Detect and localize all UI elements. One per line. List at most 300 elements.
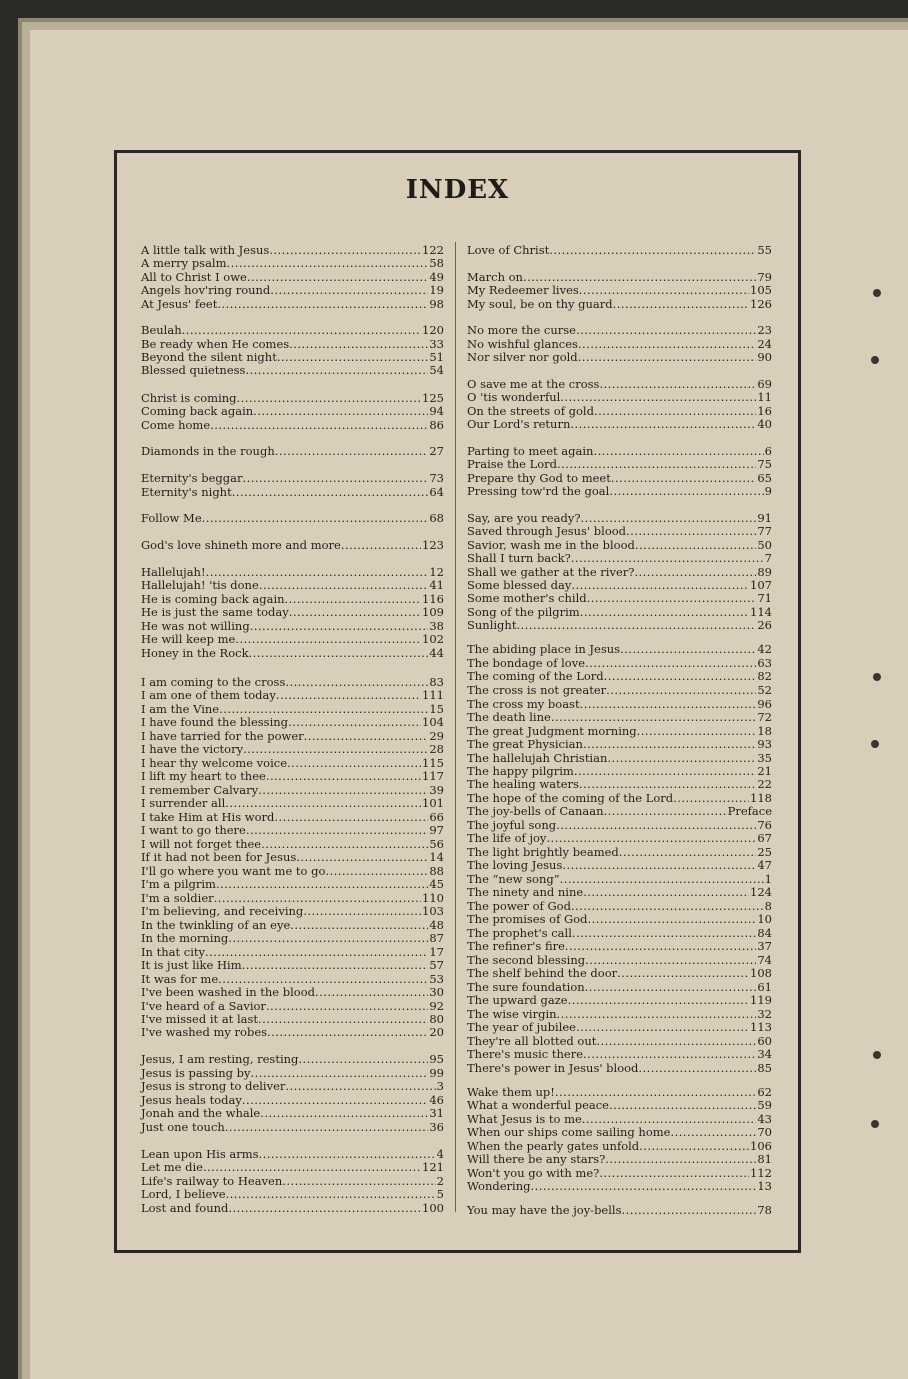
dot-leader — [277, 350, 429, 364]
dot-leader — [604, 804, 727, 818]
page-number: 90 — [757, 350, 772, 364]
hymn-title: I surrender all — [141, 796, 226, 810]
hymn-title: In the twinkling of an eye — [141, 918, 291, 932]
dot-leader — [203, 1160, 421, 1174]
dot-leader — [562, 858, 756, 872]
page-number: 120 — [422, 323, 444, 337]
page-number: 52 — [757, 683, 772, 697]
hymn-title: The great Physician — [467, 737, 583, 751]
dot-leader — [609, 484, 763, 498]
dot-leader — [599, 377, 756, 391]
page-number: 49 — [429, 270, 444, 284]
index-entry — [141, 243, 444, 257]
page-number: 53 — [429, 972, 444, 986]
page-number: 2 — [436, 1174, 444, 1188]
dot-leader — [232, 485, 429, 499]
page-number: 106 — [750, 1139, 772, 1153]
page-number: 4 — [436, 1147, 444, 1161]
page-number: 70 — [757, 1125, 772, 1139]
page-number: 80 — [429, 1012, 444, 1026]
index-entry — [467, 764, 772, 778]
dot-leader — [585, 980, 757, 994]
index-entry — [467, 471, 772, 485]
page-number: 88 — [429, 864, 444, 878]
hymn-title: The upward gaze — [467, 993, 568, 1007]
hymn-title: March on — [467, 270, 523, 284]
index-entry — [467, 697, 772, 711]
hymn-title: The healing waters — [467, 777, 579, 791]
hymn-title: Jonah and the whale — [141, 1106, 261, 1120]
dot-leader — [282, 1174, 435, 1188]
page-number: 33 — [429, 337, 444, 351]
page-number: 76 — [757, 818, 772, 832]
page-number: 77 — [757, 524, 772, 538]
page-number: 86 — [429, 418, 444, 432]
page-number: 100 — [422, 1201, 444, 1215]
page-number: 78 — [757, 1203, 772, 1217]
dot-leader — [619, 845, 757, 859]
hymn-title: I want to go there — [141, 823, 246, 837]
index-entry — [141, 270, 444, 284]
dot-leader — [582, 1112, 757, 1126]
page-number: 121 — [422, 1160, 444, 1174]
page-number: 57 — [429, 958, 444, 972]
hymn-title: It is just like Him — [141, 958, 242, 972]
index-entry — [467, 243, 772, 257]
index-entry — [141, 1174, 444, 1188]
dot-leader — [622, 1203, 757, 1217]
hymn-title: The hallelujah Christian — [467, 751, 608, 765]
page-number: 66 — [429, 810, 444, 824]
dot-leader — [555, 1085, 756, 1099]
dot-leader — [289, 337, 428, 351]
dot-leader — [576, 1020, 749, 1034]
page-number: 36 — [429, 1120, 444, 1134]
page-number: 28 — [429, 742, 444, 756]
hymn-title: The coming of the Lord — [467, 669, 604, 683]
dot-leader — [285, 1079, 435, 1093]
index-entry — [141, 444, 444, 458]
index-entry — [141, 702, 444, 716]
index-entry — [141, 688, 444, 702]
hymn-title: I am the Vine — [141, 702, 220, 716]
dot-leader — [237, 391, 422, 405]
dot-leader — [638, 1061, 756, 1075]
hymn-title: My Redeemer lives — [467, 283, 579, 297]
hymn-title: It was for me — [141, 972, 219, 986]
page-number: 123 — [422, 538, 444, 552]
dot-leader — [315, 985, 428, 999]
dot-leader — [285, 592, 422, 606]
dot-leader — [560, 872, 764, 886]
dot-leader — [546, 831, 756, 845]
dot-leader — [581, 511, 757, 525]
hymn-title: Be ready when He comes — [141, 337, 290, 351]
hymn-title: Life's railway to Heaven — [141, 1174, 283, 1188]
dot-leader — [269, 243, 421, 257]
dot-leader — [205, 945, 428, 959]
index-entry — [141, 418, 444, 432]
index-entry — [141, 1093, 444, 1107]
hymn-title: He is just the same today — [141, 605, 289, 619]
index-entry — [467, 551, 772, 565]
index-entry — [141, 404, 444, 418]
dot-leader — [216, 877, 428, 891]
index-entry — [141, 796, 444, 810]
page-number: 24 — [757, 337, 772, 351]
page-number: 113 — [750, 1020, 772, 1034]
hymn-title: A little talk with Jesus — [141, 243, 270, 257]
page-number: 59 — [757, 1098, 772, 1112]
hymn-title: Nor silver nor gold — [467, 350, 578, 364]
page-number: 48 — [429, 918, 444, 932]
index-entry — [467, 737, 772, 751]
hymn-title: The year of jubilee — [467, 1020, 576, 1034]
hymn-title: The sure foundation — [467, 980, 585, 994]
hymn-title: At Jesus' feet — [141, 297, 218, 311]
hymn-title: He will keep me — [141, 632, 236, 646]
page-number: 111 — [422, 688, 444, 702]
index-entry — [467, 656, 772, 670]
page-number: 23 — [757, 323, 772, 337]
hymn-title: The shelf behind the door — [467, 966, 618, 980]
page-number: 82 — [757, 669, 772, 683]
dot-leader — [579, 283, 749, 297]
hymn-title: The hope of the coming of the Lord — [467, 791, 674, 805]
hymn-title: Say, are you ready? — [467, 511, 581, 525]
dot-leader — [557, 1007, 757, 1021]
index-entry — [467, 1061, 772, 1075]
dot-leader — [549, 243, 756, 257]
dot-leader — [289, 605, 421, 619]
dot-leader — [298, 1052, 428, 1066]
page-number: 58 — [429, 256, 444, 270]
index-entry — [141, 783, 444, 797]
page-number: 119 — [750, 993, 772, 1007]
dot-leader — [583, 885, 749, 899]
page-number: 104 — [422, 715, 444, 729]
hymn-title: Hallelujah! 'tis done — [141, 578, 259, 592]
dot-leader — [523, 270, 756, 284]
dot-leader — [276, 688, 421, 702]
page-number: 9 — [764, 484, 772, 498]
hymn-title: Diamonds in the rough — [141, 444, 275, 458]
index-entry — [467, 297, 772, 311]
index-entry — [141, 823, 444, 837]
page-number: 112 — [750, 1166, 772, 1180]
index-entry — [467, 1034, 772, 1048]
hymn-title: Jesus, I am resting, resting — [141, 1052, 299, 1066]
page-number: 69 — [757, 377, 772, 391]
index-entry — [467, 511, 772, 525]
dot-leader — [626, 524, 756, 538]
index-entry — [467, 1047, 772, 1061]
dot-leader — [579, 777, 756, 791]
page-number: 55 — [757, 243, 772, 257]
hymn-title: I've washed my robes — [141, 1025, 268, 1039]
dot-leader — [613, 297, 749, 311]
page-number: 30 — [429, 985, 444, 999]
dot-leader — [210, 418, 428, 432]
page-number: 5 — [436, 1187, 444, 1201]
page-number: 15 — [429, 702, 444, 716]
dot-leader — [261, 837, 428, 851]
punch-hole — [873, 289, 881, 297]
page-number: 31 — [429, 1106, 444, 1120]
page-number: 102 — [422, 632, 444, 646]
dot-leader — [288, 715, 421, 729]
hymn-title: The great Judgment morning — [467, 724, 637, 738]
dot-leader — [214, 891, 421, 905]
hymn-title: Just one touch — [141, 1120, 225, 1134]
page-number: 98 — [429, 297, 444, 311]
hymn-title: Jesus is strong to deliver — [141, 1079, 286, 1093]
index-entry — [141, 1120, 444, 1134]
page-number: 118 — [750, 791, 772, 805]
index-entry — [141, 1012, 444, 1026]
hymn-title: When our ships come sailing home — [467, 1125, 671, 1139]
dot-leader — [516, 618, 756, 632]
page-number: 63 — [757, 656, 772, 670]
page-number: 17 — [429, 945, 444, 959]
hymn-title: The prophet's call — [467, 926, 572, 940]
index-entry — [467, 939, 772, 953]
dot-leader — [634, 565, 756, 579]
index-entry — [467, 966, 772, 980]
page-number: 94 — [429, 404, 444, 418]
dot-leader — [670, 1125, 756, 1139]
page-number: 18 — [757, 724, 772, 738]
hymn-title: My soul, be on thy guard — [467, 297, 613, 311]
hymn-title: Come home — [141, 418, 211, 432]
index-entry — [141, 864, 444, 878]
hymn-title: You may have the joy-bells — [467, 1203, 622, 1217]
hymn-title: The bondage of love — [467, 656, 586, 670]
index-entry — [141, 769, 444, 783]
index-entry — [141, 1066, 444, 1080]
hymn-title: I will not forget thee — [141, 837, 262, 851]
index-entry — [141, 337, 444, 351]
page-number: 38 — [429, 619, 444, 633]
dot-leader — [617, 966, 749, 980]
hymn-title: In that city — [141, 945, 206, 959]
dot-leader — [251, 1066, 429, 1080]
hymn-title: The second blessing — [467, 953, 586, 967]
page-number: 61 — [757, 980, 772, 994]
hymn-title: They're all blotted out — [467, 1034, 597, 1048]
index-entry — [467, 899, 772, 913]
index-entry — [467, 457, 772, 471]
index-entry — [141, 323, 444, 337]
hymn-title: Some blessed day — [467, 578, 572, 592]
hymn-title: Hallelujah! — [141, 565, 206, 579]
dot-leader — [585, 656, 756, 670]
hymn-title: The joyful song — [467, 818, 557, 832]
page-number: 68 — [429, 511, 444, 525]
index-entry — [467, 912, 772, 926]
page-number: 25 — [757, 845, 772, 859]
index-entry — [467, 1203, 772, 1217]
hymn-title: I've missed it at last — [141, 1012, 259, 1026]
page-number: 124 — [750, 885, 772, 899]
index-entry — [467, 390, 772, 404]
hymn-title: The “new song” — [467, 872, 560, 886]
index-entry — [141, 742, 444, 756]
hymn-title: He is coming back again — [141, 592, 285, 606]
dot-leader — [604, 669, 757, 683]
index-entry — [141, 538, 444, 552]
index-entry — [467, 350, 772, 364]
index-entry — [141, 958, 444, 972]
hymn-title: Saved through Jesus' blood — [467, 524, 627, 538]
page-number: 46 — [429, 1093, 444, 1107]
index-entry — [141, 363, 444, 377]
dot-leader — [250, 619, 429, 633]
dot-leader — [571, 551, 764, 565]
index-entry — [467, 804, 772, 818]
index-entry — [467, 1179, 772, 1193]
index-entry — [467, 642, 772, 656]
page-number: 26 — [757, 618, 772, 632]
page-number: 50 — [757, 538, 772, 552]
page-number: 116 — [422, 592, 444, 606]
column-divider — [455, 242, 456, 1212]
index-entry — [467, 669, 772, 683]
hymn-title: The power of God — [467, 899, 571, 913]
dot-leader — [571, 578, 749, 592]
index-entry — [141, 715, 444, 729]
index-entry — [467, 872, 772, 886]
index-entry — [141, 1079, 444, 1093]
index-entry — [141, 891, 444, 905]
index-entry — [141, 511, 444, 525]
hymn-title: A merry psalm — [141, 256, 227, 270]
dot-leader — [303, 904, 421, 918]
dot-leader — [226, 1187, 436, 1201]
dot-leader — [620, 642, 756, 656]
hymn-title: Will there be any stars? — [467, 1152, 606, 1166]
index-entry — [467, 323, 772, 337]
page-number: 89 — [757, 565, 772, 579]
hymn-title: O save me at the cross — [467, 377, 600, 391]
index-entry — [467, 377, 772, 391]
index-entry — [467, 777, 772, 791]
page-number: 21 — [757, 764, 772, 778]
dot-leader — [242, 471, 428, 485]
page-number: 97 — [429, 823, 444, 837]
index-entry — [467, 926, 772, 940]
hymn-title: The cross my boast — [467, 697, 580, 711]
page-number: 83 — [429, 675, 444, 689]
hymn-title: All to Christ I owe — [141, 270, 247, 284]
hymn-title: I take Him at His word — [141, 810, 275, 824]
dot-leader — [245, 363, 428, 377]
page-number: 3 — [436, 1079, 444, 1093]
page-number: 27 — [429, 444, 444, 458]
index-entry — [141, 729, 444, 743]
hymn-title: No more the curse — [467, 323, 576, 337]
index-entry — [141, 619, 444, 633]
hymn-title: I lift my heart to thee — [141, 769, 266, 783]
index-entry — [141, 485, 444, 499]
index-entry — [141, 391, 444, 405]
hymn-title: What a wonderful peace — [467, 1098, 609, 1112]
hymn-title: Love of Christ — [467, 243, 550, 257]
hymn-title: The happy pilgrim — [467, 764, 574, 778]
dot-leader — [206, 565, 429, 579]
page-number: 81 — [757, 1152, 772, 1166]
dot-leader — [583, 737, 756, 751]
dot-leader — [227, 256, 429, 270]
page-number: 44 — [429, 646, 444, 660]
hymn-title: I have tarried for the power — [141, 729, 304, 743]
index-entry — [467, 858, 772, 872]
dot-leader — [576, 323, 756, 337]
page-number: 96 — [757, 697, 772, 711]
hymn-title: The promises of God — [467, 912, 588, 926]
index-entry — [141, 877, 444, 891]
punch-hole — [871, 740, 879, 748]
index-entry — [467, 1139, 772, 1153]
dot-leader — [258, 783, 428, 797]
index-entry — [141, 592, 444, 606]
dot-leader — [260, 1106, 428, 1120]
dot-leader — [285, 675, 428, 689]
dot-leader — [275, 444, 429, 458]
hymn-title: Pressing tow'rd the goal — [467, 484, 610, 498]
page-number: 75 — [757, 457, 772, 471]
hymn-title: Coming back again — [141, 404, 254, 418]
index-entry — [467, 1020, 772, 1034]
hymn-title: The life of joy — [467, 831, 547, 845]
hymn-title: Praise the Lord — [467, 457, 558, 471]
dot-leader — [258, 1012, 428, 1026]
index-entry — [467, 683, 772, 697]
page-number: 1 — [764, 872, 772, 886]
page-number: 34 — [757, 1047, 772, 1061]
hymn-title: Wake them up! — [467, 1085, 555, 1099]
dot-leader — [287, 756, 421, 770]
index-entry — [141, 999, 444, 1013]
page-number: 109 — [422, 605, 444, 619]
dot-leader — [259, 578, 429, 592]
page-number: 60 — [757, 1034, 772, 1048]
hymn-title: In the morning — [141, 931, 229, 945]
hymn-title: The wise virgin — [467, 1007, 557, 1021]
page-number: 41 — [429, 578, 444, 592]
hymn-title: Honey in the Rock — [141, 646, 249, 660]
dot-leader — [225, 1120, 429, 1134]
page-number: 115 — [422, 756, 444, 770]
dot-leader — [304, 729, 429, 743]
index-entry — [141, 565, 444, 579]
hymn-title: Lord, I believe — [141, 1187, 226, 1201]
dot-leader — [574, 764, 757, 778]
index-entry — [141, 1160, 444, 1174]
dot-leader — [570, 417, 756, 431]
page-number: 108 — [750, 966, 772, 980]
index-entry — [467, 337, 772, 351]
dot-leader — [580, 605, 749, 619]
index-entry — [467, 565, 772, 579]
dot-leader — [247, 270, 429, 284]
hymn-title: Follow Me — [141, 511, 202, 525]
page-number: 40 — [757, 417, 772, 431]
index-entry — [467, 818, 772, 832]
dot-leader — [219, 702, 428, 716]
hymn-title: The death line — [467, 710, 551, 724]
dot-leader — [635, 538, 756, 552]
